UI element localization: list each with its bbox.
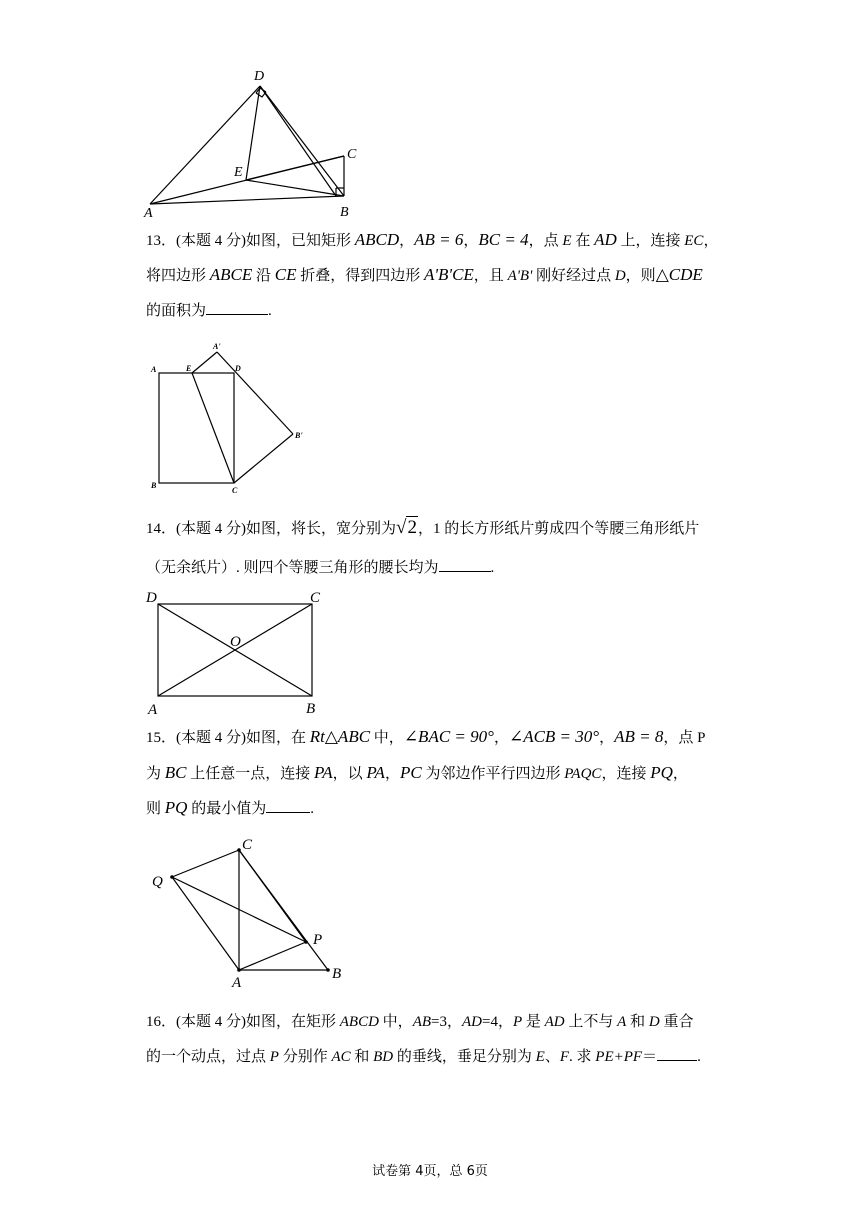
label-A: A [148,702,158,718]
label-B: B [332,966,342,982]
label-A: A [232,975,242,991]
label-E: E [186,364,192,373]
label-P: P [313,932,323,948]
figure-q13 [146,340,316,500]
q15-line-1: 15．(本题 4 分)如图，在 Rt△ABC 中，∠BAC = 90°，∠ACB = 30°，AB = 8，点 P [146,727,706,746]
page-footer: 试卷第 4页，总 6页 [372,1164,488,1179]
label-D: D [235,364,241,373]
q16-line-2: 的一个动点，过点 P 分别作 AC 和 BD 的垂线，垂足分别为 E、F. 求 PE+PF＝ . [146,1045,701,1066]
label-Q: Q [152,874,163,890]
label-B: B [306,701,316,717]
figure-q15 [148,832,358,992]
figure-q14 [142,586,342,718]
answer-blank-q13[interactable] [206,300,268,315]
answer-blank-q14[interactable] [439,557,491,572]
q16-line-1: 16．(本题 4 分)如图，在矩形 ABCD 中，AB=3，AD=4，P 是 AD 上不与 A 和 D 重合 [146,1014,694,1030]
label-D: D [146,590,157,606]
answer-blank-q16[interactable] [657,1046,697,1061]
q13-line-2: 将四边形 ABCE 沿 CE 折叠，得到四边形 A'B'CE，且 A'B' 刚好经过点 D，则△CDE [146,265,703,284]
label-B: B [340,205,349,220]
label-A: A [151,365,157,374]
q14-line-2: （无余纸片）. 则四个等腰三角形的腰长均为 . [146,556,494,577]
label-O: O [230,634,241,650]
sqrt-expression: √2 [396,517,417,538]
label-C: C [232,486,238,495]
label-B: B [151,481,157,490]
q13-line-1: 13．(本题 4 分)如图，已知矩形 ABCD，AB = 6，BC = 4，点 E 在 AD 上，连接 EC， [146,230,719,249]
label-A-prime: A' [213,342,221,351]
label-C: C [347,147,357,162]
label-D: D [254,69,265,84]
answer-blank-q15[interactable] [266,798,310,813]
label-E: E [234,165,243,180]
figure-q12 [140,64,370,222]
label-C: C [310,590,321,606]
q15-line-2: 为 BC 上任意一点，连接 PA，以 PA，PC 为邻边作平行四边形 PAQC，连接 PQ， [146,763,688,782]
q15-line-3: 则 PQ 的最小值为 . [146,798,314,817]
label-B-prime: B' [295,431,303,440]
label-C: C [242,837,253,853]
q13-line-3: 的面积为 . [146,299,272,320]
q14-line-1: 14．(本题 4 分)如图，将长，宽分别为√2，1 的长方形纸片剪成四个等腰三角形纸片 [146,517,700,538]
label-A: A [144,206,153,221]
